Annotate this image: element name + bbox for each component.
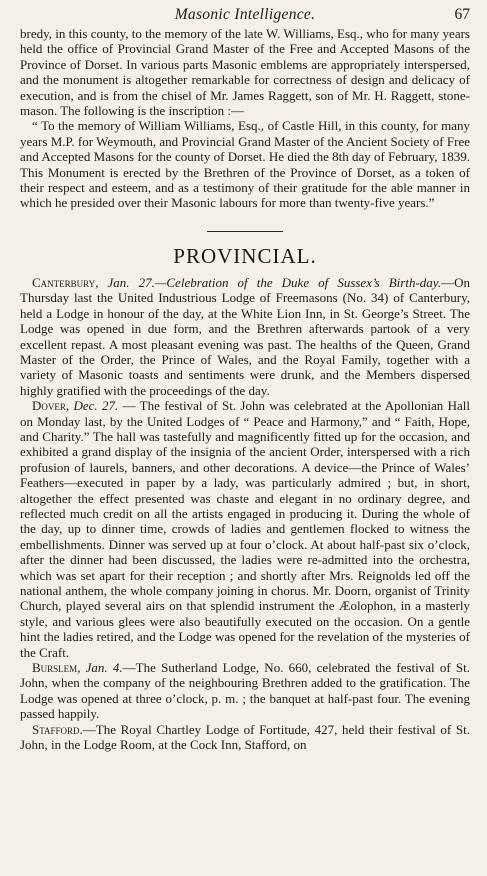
inscription-quote: “ To the memory of William Williams, Esq., of Castle Hill, in this county, for many years M.P. for Weymouth, and Provincial Grand Master of the Ancient Society of Free and Accepted Masons for the county of Dorset. He died the 8th day of February, 1839. This Monument is erected by the Brethren of the Province of Dorset, as a token of their respect and esteem, and as a testimony of their gratitude for the able manner in which he presided over their Masonic labours for more than twenty-five years.”: [20, 118, 470, 211]
section-title: PROVINCIAL.: [173, 243, 317, 268]
entry-place: Stafford: [32, 721, 80, 737]
running-head: Masonic Intelligence.: [174, 6, 316, 23]
entry-burslem: [20, 660, 470, 722]
entry-dover: [20, 398, 470, 660]
entry-stafford: [20, 722, 470, 753]
entry-text: — The festival of St. John was celebrated at the Apollonian Hall on Monday last, by the United Lodges of “ Peace and Harmony,” and “ Faith, Hope, and Charity.” The hall was tastefully and magnificently fitted up for the occasion, and exhibited a grand display of the insignia of the ancient Order, interspersed with a rich profusion of laurels, banners, and other decorations. A device—the Prince of Wales’ Feathers—executed in paper by a lady, was particularly admired ; but, in short, altogether the effect presented was chaste and elegant in no ordinary degree, and reflected much credit on all the artists engaged in producing it. During the whole of the day, up to dinner time, crowds of ladies and gentlemen flocked to witness the embellishments. Dinner was served up at four o’clock. At about half-past six o’clock, after the dinner had been discussed, the ladies were re-admitted into the orchestra, which was set apart for their reception ; and shortly after Mrs. Reignolds led off the national anthem, the whole company joining in chorus. Mr. Doorn, organist of Trinity Church, played several airs on that splendid instrument the Æolophon, in a masterly style, and various glees were also beautifully executed on the occasion. On a gentle hint the ladies retired, and the Lodge was opened for the revelation of the mysteries of the Craft.: [20, 398, 470, 660]
entry-text: —On Thursday last the United Industrious Lodge of Freemasons (No. 34) of Canterbury, held a Lodge in honour of the day, at the White Lion Inn, in St. George’s Street. The Lodge was opened in due form, and the Brethren afterwards partook of a very excellent repast. A most pleasant evening was past. The healths of the Queen, Grand Master of the Order, the Prince of Wales, and the Royal Family, together with a variety of Masonic toasts and sentiments were drunk, and the Members dispersed highly gratified with the proceedings of the day.: [20, 274, 470, 398]
entry-place: Burslem: [32, 660, 78, 676]
entry-subject: Celebration of the Duke of Sussex’s Birth-day.: [166, 274, 442, 290]
page-number: 67: [454, 6, 470, 23]
entry-date: , Jan. 27.—: [95, 274, 167, 290]
section-divider: [207, 231, 283, 232]
entry-canterbury: [20, 275, 470, 398]
entry-text: —The Sutherland Lodge, No. 660, celebrated the festival of St. John, when the company of the neighbouring Brethren added to the gratification. The Lodge was opened at three o’clock, p. m. ; the banquet at half-past four. The evening passed happily.: [20, 660, 470, 722]
entry-date: , Dec. 27.: [65, 398, 119, 414]
entry-place: Dover: [32, 398, 66, 414]
entry-place: Canterbury: [32, 274, 96, 290]
intro-paragraph: bredy, in this county, to the memory of the late W. Williams, Esq., who for many years held the office of Provincial Grand Master of the Free and Accepted Masons of the Province of Dorset. In various parts Masonic emblems are appropriately interspersed, and the monument is altogether remarkable for correctness of design and delicacy of execution, and is from the chisel of Mr. James Raggett, son of Mr. H. Raggett, stone-mason. The following is the inscription :—: [20, 26, 470, 119]
entry-date: , Jan. 4.: [77, 660, 123, 676]
page-header: [20, 6, 470, 26]
entry-text: .—The Royal Chartley Lodge of Fortitude, 427, held their festival of St. John, in the Lodge Room, at the Cock Inn, Stafford, on: [20, 721, 470, 753]
